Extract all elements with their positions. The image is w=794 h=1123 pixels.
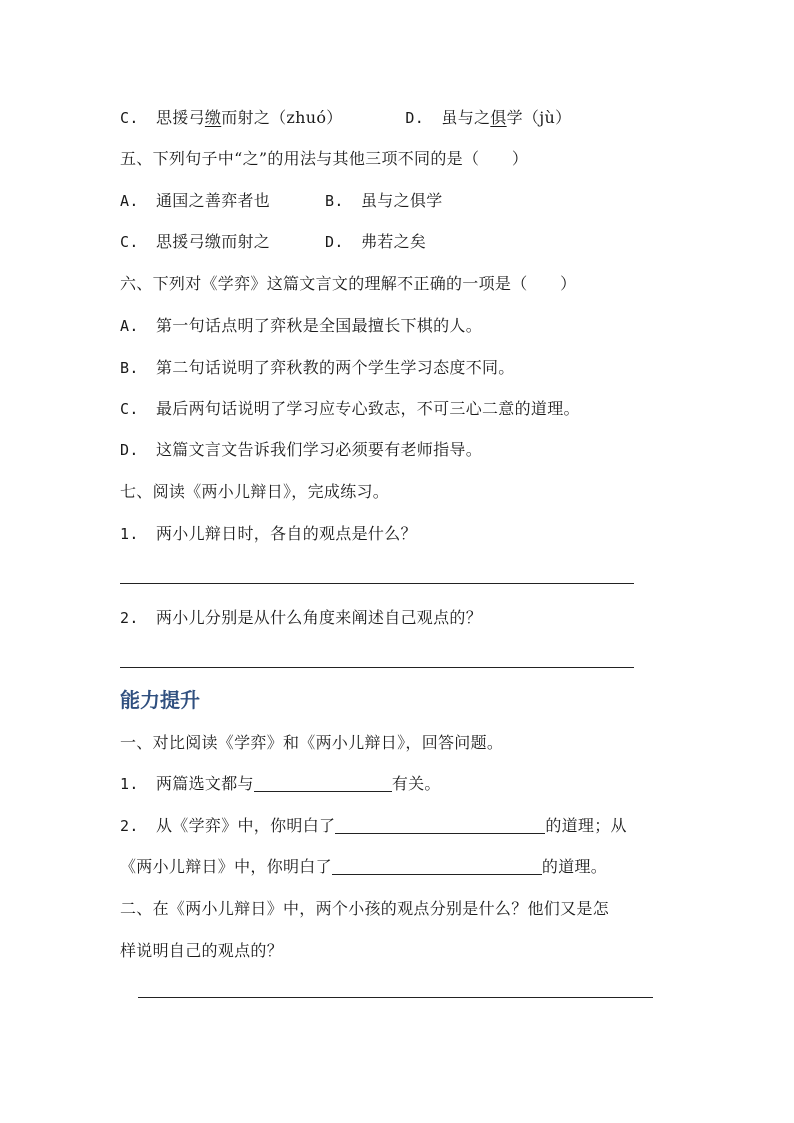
- q5-options-cd: [120, 230, 426, 254]
- p1-sub2: 2. 从《学弈》中，你明白了 的道理；从: [120, 816, 627, 835]
- q7-sub2: 2. 两小儿分别是从什么角度来阐述自己观点的？: [120, 608, 483, 627]
- p1-stem: 一、对比阅读《学弈》和《两小儿辩日》，回答问题。: [120, 733, 504, 752]
- p1-sub2-cont: 《两小儿辩日》中，你明白了 的道理。: [120, 857, 608, 876]
- q6-option-d: D. 这篇文言文告诉我们学习必须要有老师指导。: [120, 440, 483, 459]
- q5-stem: 五、下列句子中“之”的用法与其他三项不同的是（ ）: [120, 149, 529, 168]
- q5-options-ab: [120, 189, 443, 213]
- p2-answer-line[interactable]: [138, 997, 653, 998]
- p1-sub1: 1. 两篇选文都与 有关。: [120, 774, 441, 793]
- q6-option-b: B. 第二句话说明了弈秋教的两个学生学习态度不同。: [120, 358, 515, 377]
- q6-stem: 六、下列对《学弈》这篇文言文的理解不正确的一项是（ ）: [120, 274, 577, 293]
- q7-sub1: 1. 两小儿辩日时，各自的观点是什么？: [120, 524, 417, 543]
- p2-stem-line-2: 样说明自己的观点的？: [120, 941, 284, 960]
- q6-option-c: C. 最后两句话说明了学习应专心致志，不可三心二意的道理。: [120, 399, 580, 418]
- p2-stem-line-1: 二、在《两小儿辩日》中，两个小孩的观点分别是什么？他们又是怎: [120, 899, 610, 918]
- p1-blank-1[interactable]: [254, 773, 392, 792]
- q5-option-b: B. 虽与之俱学: [325, 191, 443, 210]
- q5-option-a: A. 通国之善弈者也: [120, 191, 271, 210]
- q4-option-c: C. 思援弓缴而射之（zhuó）: [120, 108, 343, 127]
- q4-options-cd: [120, 106, 571, 130]
- p1-blank-2[interactable]: [335, 815, 545, 834]
- q7-stem: 七、阅读《两小儿辩日》，完成练习。: [120, 482, 390, 501]
- q6-option-a: A. 第一句话点明了弈秋是全国最擅长下棋的人。: [120, 316, 483, 335]
- q5-option-d: D. 弗若之矣: [325, 232, 427, 251]
- q7-answer-line-2[interactable]: [120, 667, 634, 668]
- p1-blank-3[interactable]: [332, 856, 542, 875]
- q4-option-d: D. 虽与之俱学（jù）: [405, 108, 572, 127]
- q7-answer-line-1[interactable]: [120, 583, 634, 584]
- q5-option-c: C. 思援弓缴而射之: [120, 232, 271, 251]
- section-heading: 能力提升: [120, 688, 200, 712]
